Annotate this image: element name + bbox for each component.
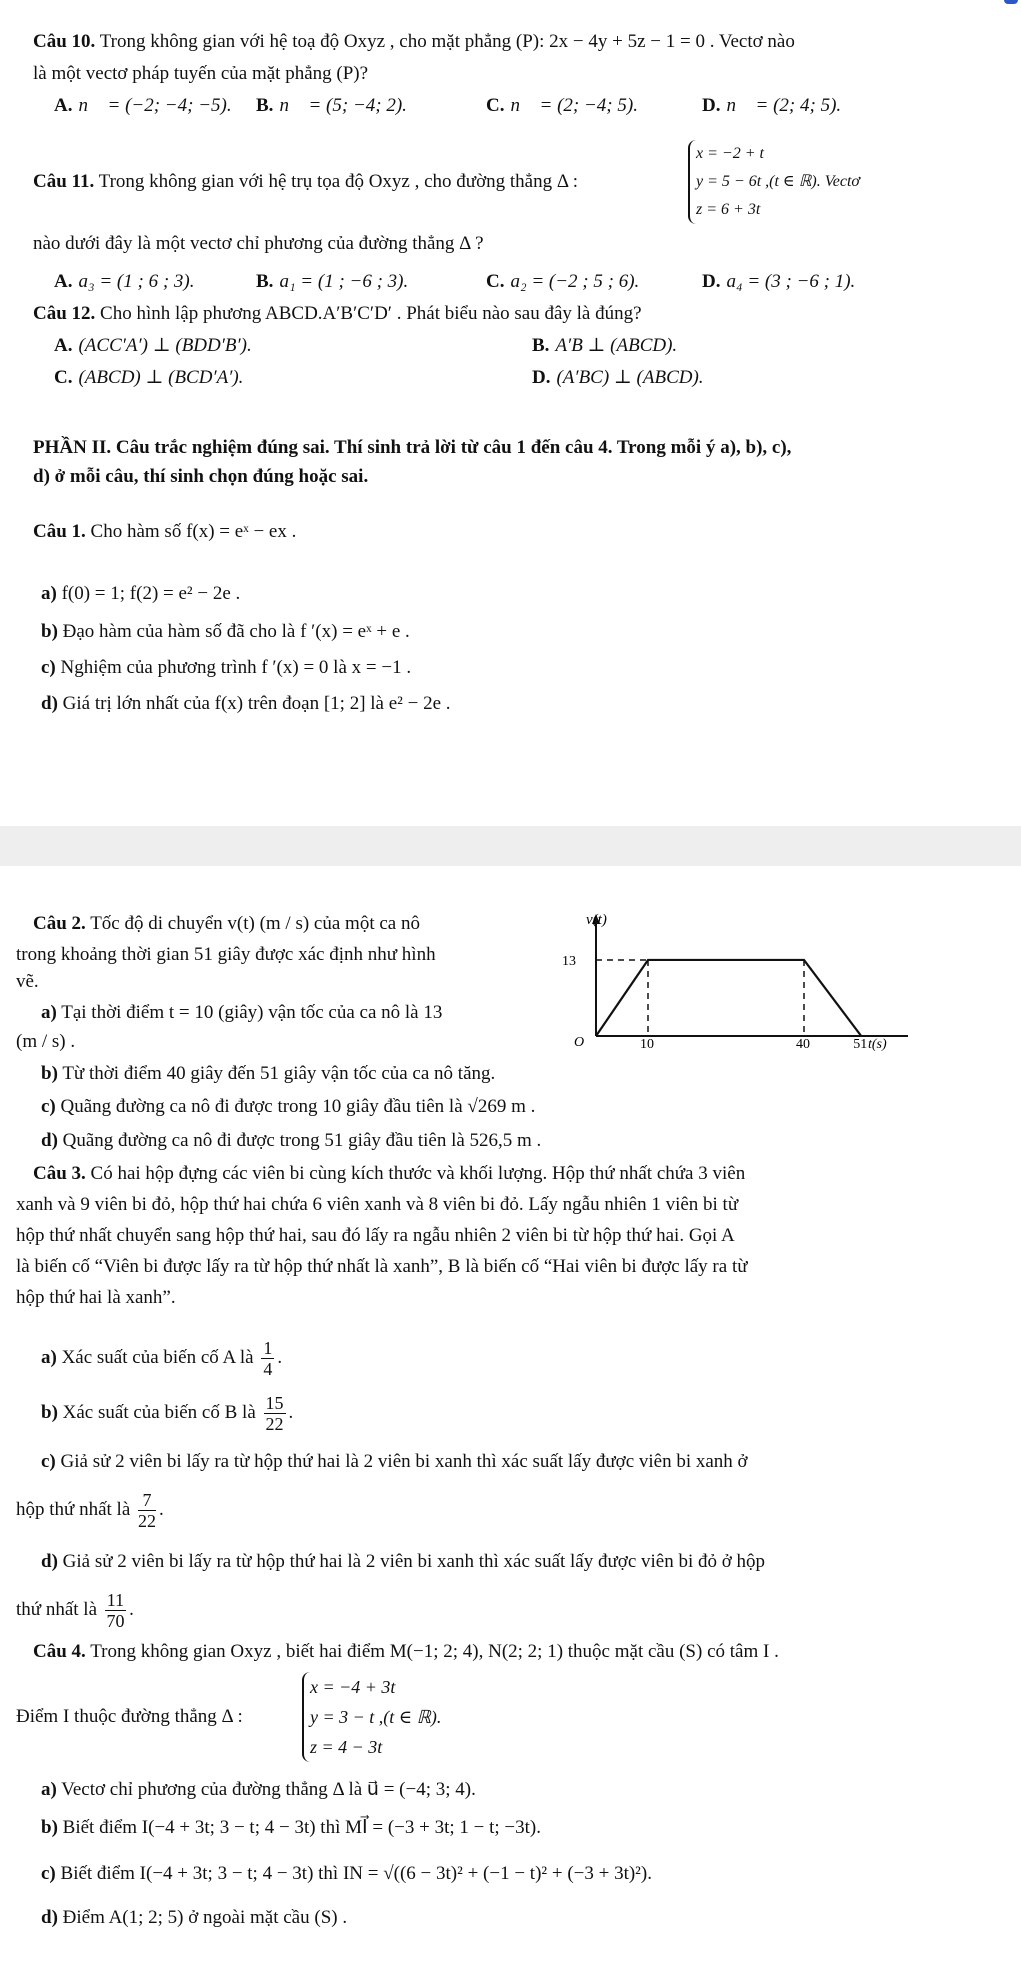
c2-stem-1: Câu 2. Tốc độ di chuyển v(t) (m / s) của một ca nô — [33, 913, 420, 934]
c4-item-b: b) Biết điểm I(−4 + 3t; 3 − t; 4 − 3t) thì MI⃗ = (−3 + 3t; 1 − t; −3t). — [41, 1817, 541, 1838]
q11-option-b: B. a₁ = (1 ; −6 ; 3). — [256, 271, 409, 292]
q12-option-a: A. (ACC′A′) ⊥ (BDD′B′). — [54, 335, 252, 356]
c2-stem-2: trong khoảng thời gian 51 giây được xác định như hình — [16, 944, 436, 965]
q11-option-c: C. a₂ = (−2 ; 5 ; 6). — [486, 271, 640, 292]
c4-line-system: x = −4 + 3t y = 3 − t ,(t ∈ ℝ). z = 4 − 3t — [302, 1672, 441, 1762]
top-bar — [0, 0, 1021, 10]
origin-label: O — [574, 1035, 585, 1050]
x-tick-label: 40 — [796, 1037, 810, 1052]
c2-item-d: d) Quãng đường ca nô đi được trong 51 giây đầu tiên là 526,5 m . — [41, 1130, 542, 1151]
fraction: $\frac{15}{22}$ — [265, 1393, 284, 1434]
fraction: $\frac{7}{22}$ — [138, 1490, 157, 1531]
c4-item-c: c) Biết điểm I(−4 + 3t; 3 − t; 4 − 3t) thì IN = √((6 − 3t)² + (−1 − t)² + (−3 + 3t)²). — [41, 1863, 652, 1884]
c3-item-a: a) Xác suất của biến cố A là $\frac{1}{4}$ . — [41, 1338, 283, 1379]
q11-stem: Câu 11. Trong không gian với hệ trụ tọa độ Oxyz , cho đường thẳng Δ : — [33, 171, 579, 192]
fraction: $\frac{1}{4}$ — [263, 1338, 273, 1379]
q11-option-d: D. a₄ = (3 ; −6 ; 1). — [702, 271, 856, 292]
q10-option-d: D. n⃗ = (2; 4; 5). — [702, 95, 842, 116]
c1-stem: Câu 1. Cho hàm số f(x) = eˣ − ex . — [33, 521, 297, 542]
q10-stem-2: là một vectơ pháp tuyến của mặt phẳng (P)? — [33, 63, 369, 84]
c4-item-a: a) Vectơ chỉ phương của đường thẳng Δ là u⃗ = (−4; 3; 4). — [41, 1779, 476, 1800]
page-break — [0, 826, 1021, 866]
q12-option-b: B. A′B ⊥ (ABCD). — [532, 335, 678, 356]
c2-item-b: b) Từ thời điểm 40 giây đến 51 giây vận tốc của ca nô tăng. — [41, 1063, 496, 1084]
c3-stem-4: là biến cố “Viên bi được lấy ra từ hộp thứ nhất là xanh”, B là biến cố “Hai viên bi được lấy ra từ — [16, 1256, 748, 1277]
x-tick-label: 51 — [853, 1037, 868, 1052]
c1-item-d: d) Giá trị lớn nhất của f(x) trên đoạn [1; 2] là e² − 2e . — [41, 693, 451, 714]
fraction: $\frac{11}{70}$ — [106, 1590, 125, 1631]
x-axis-label: t(s) — [868, 1037, 887, 1052]
y-axis-label: v(t) — [586, 912, 607, 928]
c3-item-d-2: thứ nhất là $\frac{11}{70}$ . — [16, 1590, 134, 1631]
q11-line-system: x = −2 + t y = 5 − 6t ,(t ∈ ℝ). Vectơ z = 6 + 3t — [688, 140, 860, 224]
c1-item-b: b) Đạo hàm của hàm số đã cho là f ′(x) = eˣ + e . — [41, 621, 410, 642]
q11-stem-2: nào dưới đây là một vectơ chỉ phương của đường thẳng Δ ? — [33, 233, 484, 254]
c3-item-b: b) Xác suất của biến cố B là $\frac{15}{22}$ . — [41, 1393, 294, 1434]
c2-stem-3: vẽ. — [16, 971, 39, 992]
c1-item-a: a) f(0) = 1; f(2) = e² − 2e . — [41, 583, 241, 604]
c3-stem-5: hộp thứ hai là xanh”. — [16, 1287, 176, 1308]
c4-stem: Câu 4. Trong không gian Oxyz , biết hai điểm M(−1; 2; 4), N(2; 2; 1) thuộc mặt cầu (S) có tâm I . — [33, 1641, 779, 1662]
q11-option-a: A. a₃ = (1 ; 6 ; 3). — [54, 271, 195, 292]
c3-stem-2: xanh và 9 viên bi đỏ, hộp thứ hai chứa 6 viên xanh và 8 viên bi đỏ. Lấy ngẫu nhiên 1 viên bi từ — [16, 1194, 739, 1215]
scroll-indicator — [1004, 0, 1018, 4]
c3-item-c: c) Giả sử 2 viên bi lấy ra từ hộp thứ hai là 2 viên bi xanh thì xác suất lấy được viên bi xanh ở — [41, 1451, 748, 1472]
part2-title-2: d) ở mỗi câu, thí sinh chọn đúng hoặc sai. — [33, 466, 369, 487]
q12-option-d: D. (A′BC) ⊥ (ABCD). — [532, 367, 704, 388]
q10-option-a: A. n⃗ = (−2; −4; −5). — [54, 95, 232, 116]
q10-option-c: C. n⃗ = (2; −4; 5). — [486, 95, 638, 116]
c3-item-d: d) Giả sử 2 viên bi lấy ra từ hộp thứ hai là 2 viên bi xanh thì xác suất lấy được viên bi đỏ ở hộp — [41, 1551, 766, 1572]
c3-stem-3: hộp thứ nhất chuyển sang hộp thứ hai, sau đó lấy ra ngẫu nhiên 2 viên bi từ hộp thứ hai. Gọi A — [16, 1225, 735, 1246]
q12-option-c: C. (ABCD) ⊥ (BCD′A′). — [54, 367, 244, 388]
y-tick-label: 13 — [562, 953, 576, 969]
c2-item-a-2: (m / s) . — [16, 1031, 76, 1052]
c1-item-c: c) Nghiệm của phương trình f ′(x) = 0 là x = −1 . — [41, 657, 412, 678]
c3-item-c-2: hộp thứ nhất là $\frac{7}{22}$ . — [16, 1490, 164, 1531]
c2-item-a: a) Tại thời điểm t = 10 (giây) vận tốc của ca nô là 13 — [41, 1002, 443, 1023]
q10-stem: Câu 10. Trong không gian với hệ toạ độ Oxyz , cho mặt phẳng (P): 2x − 4y + 5z − 1 = 0 . Vectơ nào — [33, 31, 795, 52]
velocity-chart — [548, 912, 908, 1052]
series-line — [596, 960, 861, 1036]
x-tick-label: 10 — [640, 1037, 654, 1052]
c2-item-c: c) Quãng đường ca nô đi được trong 10 giây đầu tiên là √269 m . — [41, 1096, 536, 1117]
c3-stem-1: Câu 3. Có hai hộp đựng các viên bi cùng kích thước và khối lượng. Hộp thứ nhất chứa 3 viên — [33, 1163, 746, 1184]
c4-stem-2: Điểm I thuộc đường thẳng Δ : — [16, 1706, 243, 1727]
q10-option-b: B. n⃗ = (5; −4; 2). — [256, 95, 407, 116]
part2-title: PHẦN II. Câu trắc nghiệm đúng sai. Thí sinh trả lời từ câu 1 đến câu 4. Trong mỗi ý a), b), c), — [33, 437, 792, 458]
q12-stem: Câu 12. Cho hình lập phương ABCD.A′B′C′D′ . Phát biểu nào sau đây là đúng? — [33, 303, 642, 324]
c4-item-d: d) Điểm A(1; 2; 5) ở ngoài mặt cầu (S) . — [41, 1907, 348, 1928]
